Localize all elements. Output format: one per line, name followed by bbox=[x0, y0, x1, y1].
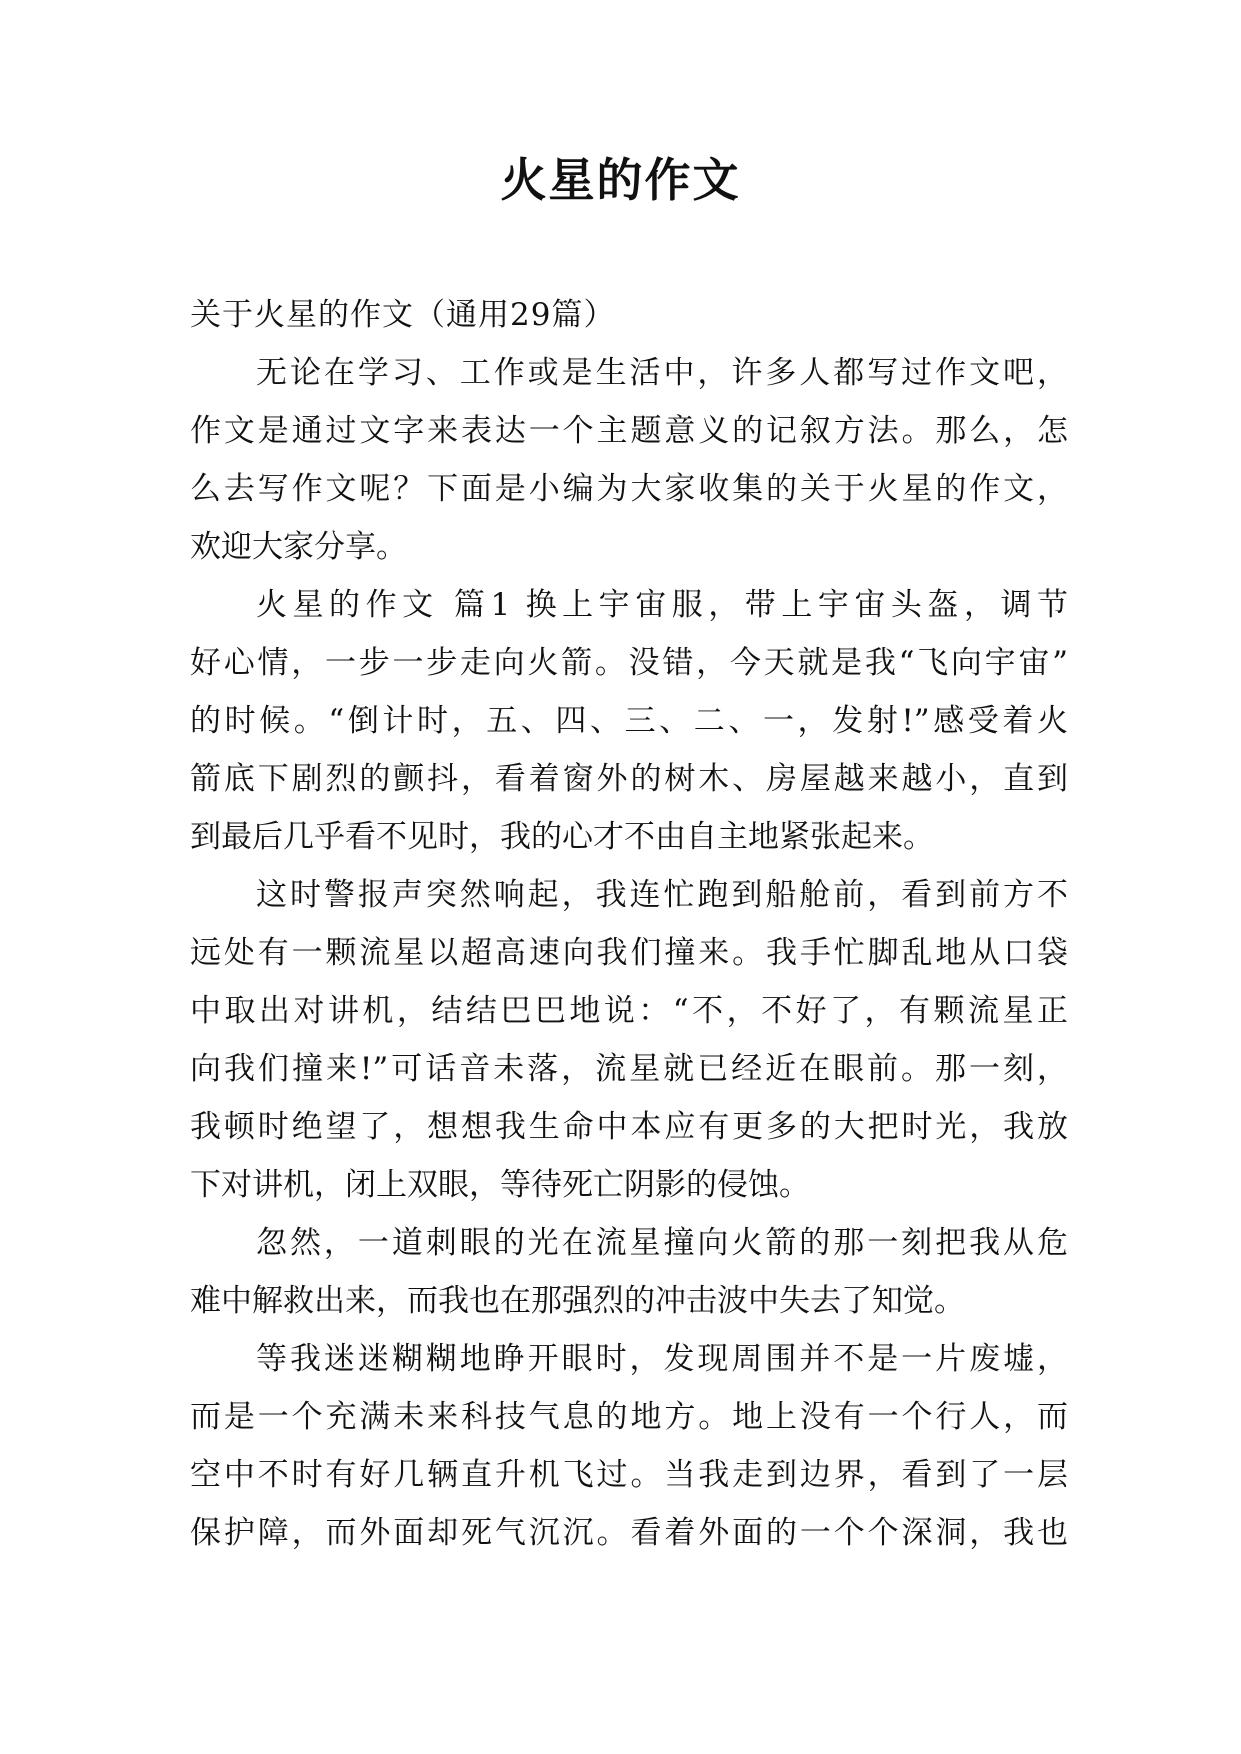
paragraph-line: 我顿时绝望了，想想我生命中本应有更多的大把时光，我放 bbox=[190, 1109, 1068, 1145]
paragraph-line: 远处有一颗流星以超高速向我们撞来。我手忙脚乱地从口袋 bbox=[190, 935, 1068, 971]
paragraph-line: 难中解救出来，而我也在那强烈的冲击波中失去了知觉。 bbox=[190, 1283, 965, 1319]
paragraph-line: 好心情，一步一步走向火箭。没错，今天就是我“飞向宇宙” bbox=[190, 645, 1068, 681]
paragraph-line: 空中不时有好几辆直升机飞过。当我走到边界，看到了一层 bbox=[190, 1457, 1068, 1493]
paragraph-line: 下对讲机，闭上双眼，等待死亡阴影的侵蚀。 bbox=[190, 1167, 810, 1203]
paragraph-line: 而是一个充满未来科技气息的地方。地上没有一个行人，而 bbox=[190, 1399, 1068, 1435]
paragraph-line: 箭底下剧烈的颤抖，看着窗外的树木、房屋越来越小，直到 bbox=[190, 761, 1068, 797]
paragraph-line: 保护障，而外面却死气沉沉。看着外面的一个个深洞，我也 bbox=[190, 1515, 1068, 1551]
document-title: 火星的作文 bbox=[500, 153, 741, 207]
paragraph-line: 作文是通过文字来表达一个主题意义的记叙方法。那么，怎 bbox=[190, 413, 1068, 449]
paragraph-line: 欢迎大家分享。 bbox=[190, 529, 407, 565]
paragraph-line: 这时警报声突然响起，我连忙跑到船舱前，看到前方不 bbox=[256, 877, 1068, 913]
paragraph-line: 到最后几乎看不见时，我的心才不由自主地紧张起来。 bbox=[190, 819, 934, 855]
document-subtitle: 关于火星的作文（通用29篇） bbox=[190, 297, 616, 333]
paragraph-line: 的时候。“倒计时，五、四、三、二、一，发射!”感受着火 bbox=[190, 703, 1068, 739]
paragraph-line: 火星的作文 篇1 换上宇宙服，带上宇宙头盔，调节 bbox=[256, 587, 1068, 623]
paragraph-line: 向我们撞来!”可话音未落，流星就已经近在眼前。那一刻， bbox=[190, 1051, 1068, 1087]
paragraph-line: 么去写作文呢？下面是小编为大家收集的关于火星的作文， bbox=[190, 471, 1068, 507]
document-body bbox=[190, 286, 1068, 1562]
paragraph-line: 中取出对讲机，结结巴巴地说：“不，不好了，有颗流星正 bbox=[190, 993, 1068, 1029]
paragraph-line: 等我迷迷糊糊地睁开眼时，发现周围并不是一片废墟， bbox=[256, 1341, 1068, 1377]
paragraph-line: 忽然，一道刺眼的光在流星撞向火箭的那一刻把我从危 bbox=[256, 1225, 1068, 1261]
paragraph-line: 无论在学习、工作或是生活中，许多人都写过作文吧， bbox=[256, 355, 1068, 391]
